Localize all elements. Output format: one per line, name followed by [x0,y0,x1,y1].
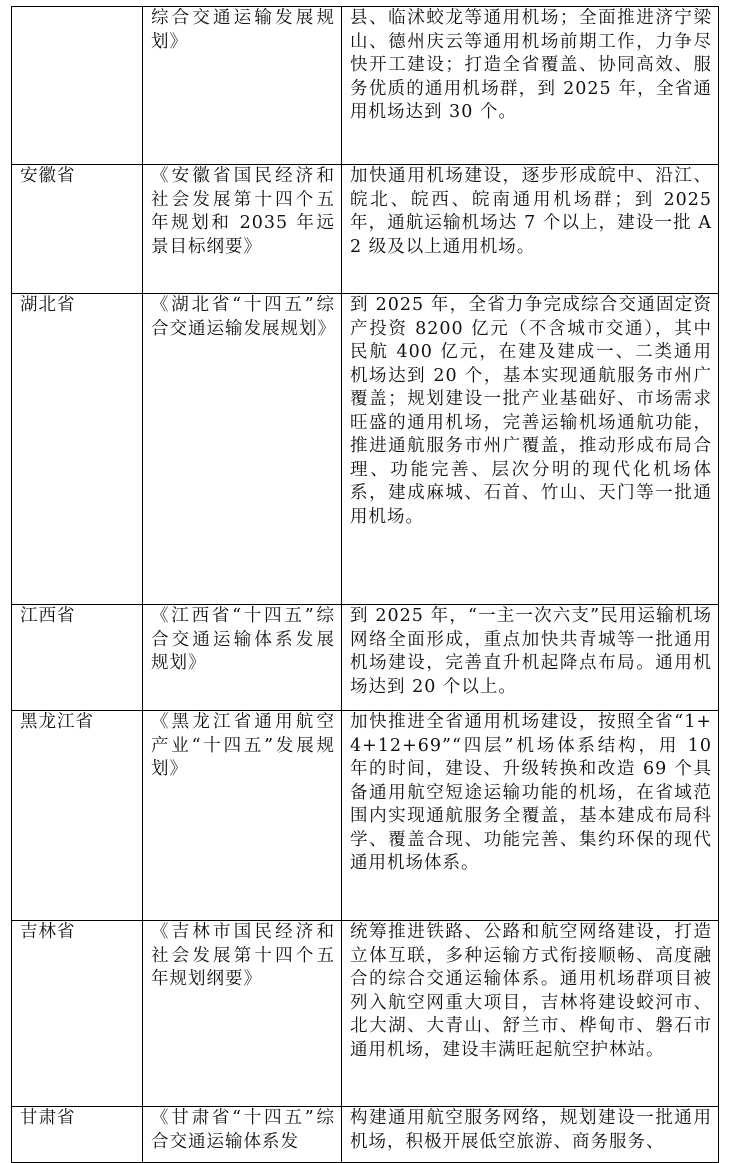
document-cell: 综合交通运输发展规划》 [143,7,342,165]
policy-table [11,6,719,1163]
document-cell: 《吉林市国民经济和社会发展第十四个五年规划纲要》 [143,921,342,1107]
table-row [12,921,719,1107]
province-cell: 黑龙江省 [12,711,143,921]
document-cell: 《江西省“十四五”综合交通运输体系发展规划》 [143,605,342,711]
content-cell: 到 2025 年，“一主一次六支”民用运输机场网络全面形成，重点加快共青城等一批通用机场建设，完善直升机起降点布局。通用机场达到 20 个以上。 [342,605,719,711]
document-cell: 《湖北省“十四五”综合交通运输发展规划》 [143,294,342,605]
document-cell: 《甘肃省“十四五”综合交通运输体系发 [143,1107,342,1163]
table-row [12,165,719,294]
content-cell: 加快推进全省通用机场建设，按照全省“1+4+12+69”“四层”机场体系结构，用 10 年的时间，建设、升级转换和改造 69 个具备通用航空短途运输功能的机场，在省域范围内实现通航服务全覆盖，基本建成布局科学、覆盖合现、功能完善、集约环保的现代通用机场体系。 [342,711,719,921]
province-cell: 江西省 [12,605,143,711]
content-cell: 统筹推进铁路、公路和航空网络建设，打造立体互联，多种运输方式衔接顺畅、高度融合的综合交通运输体系。通用机场群项目被列入航空网重大项目，吉林将建设蛟河市、北大湖、大青山、舒兰市、桦甸市、磐石市通用机场，建设丰满旺起航空护林站。 [342,921,719,1107]
table-row [12,7,719,165]
table-row [12,605,719,711]
province-cell: 安徽省 [12,165,143,294]
table-row [12,1107,719,1163]
province-cell: 吉林省 [12,921,143,1107]
table-row [12,294,719,605]
content-cell: 到 2025 年，全省力争完成综合交通固定资产投资 8200 亿元（不含城市交通），其中民航 400 亿元，在建及建成一、二类通用机场达到 20 个，基本实现通航服务市州广覆盖；规划建设一批产业基础好、市场需求旺盛的通用机场，完善运输机场通航功能，推进通航服务市州广覆盖，推动形成布局合理、功能完善、层次分明的现代化机场体系，建成麻城、石首、竹山、天门等一批通用机场。 [342,294,719,605]
table-row [12,711,719,921]
content-cell: 县、临沭蛟龙等通用机场；全面推进济宁梁山、德州庆云等通用机场前期工作，力争尽快开工建设；打造全省覆盖、协同高效、服务优质的通用机场群，到 2025 年，全省通用机场达到 30 个。 [342,7,719,165]
content-cell: 加快通用机场建设，逐步形成皖中、沿江、皖北、皖西、皖南通用机场群；到 2025 年，通航运输机场达 7 个以上，建设一批 A2 级及以上通用机场。 [342,165,719,294]
province-cell: 甘肃省 [12,1107,143,1163]
province-cell [12,7,143,165]
document-cell: 《安徽省国民经济和社会发展第十四个五年规划和 2035 年远景目标纲要》 [143,165,342,294]
content-cell: 构建通用航空服务网络，规划建设一批通用机场，积极开展低空旅游、商务服务、 [342,1107,719,1163]
province-cell: 湖北省 [12,294,143,605]
document-cell: 《黑龙江省通用航空产业“十四五”发展规划》 [143,711,342,921]
